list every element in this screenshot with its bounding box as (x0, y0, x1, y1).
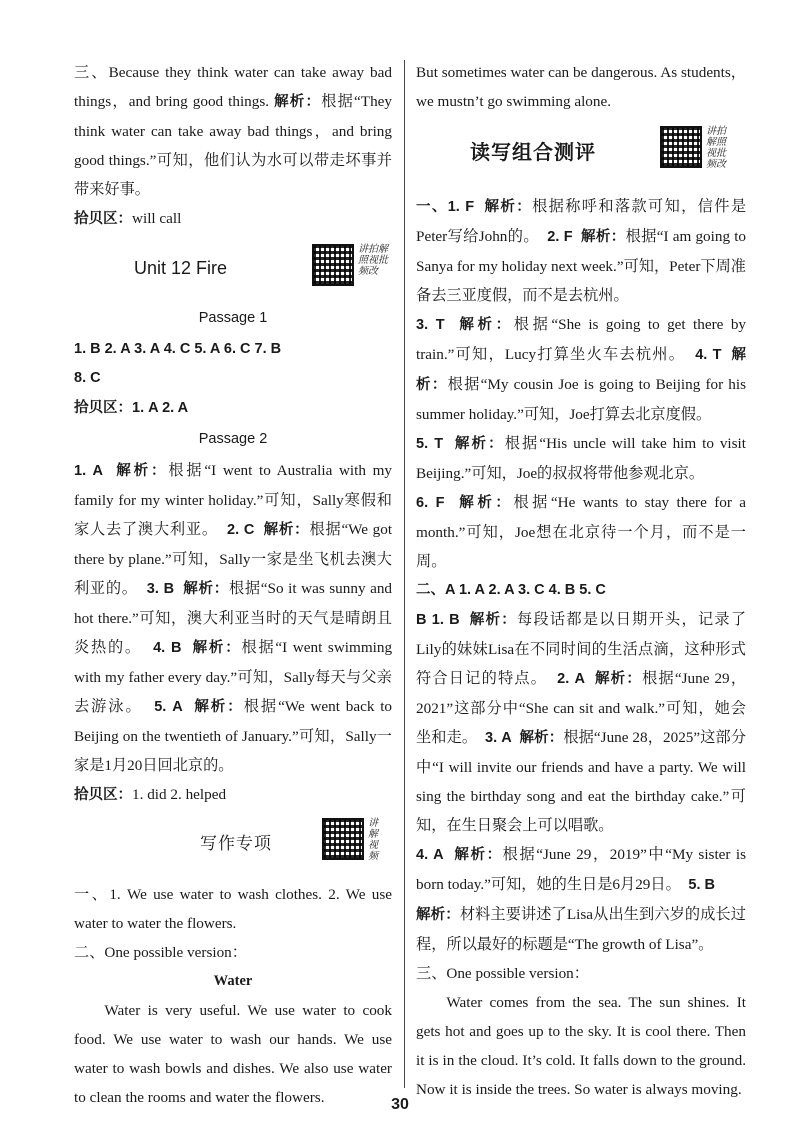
explanation-paragraph: 6. F 解析：根据“He wants to stay there for a month.”可知，Joe想在北京待一个月，而不是一周。 (416, 494, 747, 570)
shell-area: 拾贝区：will call (74, 210, 182, 227)
qr-code-icon[interactable] (312, 244, 354, 286)
passage-title: Passage 1 (198, 310, 268, 326)
qr-label: 讲拍解照视批频改 (358, 244, 388, 277)
answer-paragraph: 三、Because they think water can take away bad things，and bring good things. 解析：根据“They think water can take away bad things，and bring good things.”可知，他们认为水可以带走坏事并带来好事。 (74, 64, 393, 198)
qr-label: 讲拍解照视批频改 (706, 126, 726, 170)
answer-line: 1. B 2. A 3. A 4. C 5. A 6. C 7. B (74, 341, 282, 357)
writing-version: 三、One possible version： (416, 965, 589, 982)
page-number: 30 (391, 1096, 409, 1113)
shell-area: 拾贝区：1. A 2. A (74, 400, 189, 416)
explanation-paragraph: B 1. B 解析：每段话都是以日期开头，记录了Lily的妹妹Lisa在不同时间的生活点滴，这种形式符合日记的特点。 2. A 解析：根据“June 29，2021”这部分中“She can sit and walk.”可知，她会坐和走。 3. A 解析：根据“June 28，2025”这部分中“I will invite our friends and have a party. We will sing the birthday song and eat the birthday cake.”可知，在生日聚会上可以唱歌。 (416, 611, 747, 834)
essay-title: Water (213, 973, 253, 989)
explanation-paragraph: 4. A 解析：根据“June 29，2019”中“My sister is born today.”可知，她的生日是6月29日。 5. B 解析：材料主要讲述了Lisa从出生到六岁的成长过程，所以最好的标题是“The growth of Lisa”。 (416, 846, 746, 953)
section-title: 读写组合测评 (470, 140, 596, 164)
qr-code-icon[interactable] (660, 126, 702, 168)
answer-line: 二、A 1. A 2. A 3. C 4. B 5. C (416, 582, 606, 598)
column-divider (404, 60, 405, 1088)
qr-label: 讲解视频 (368, 818, 378, 862)
explanation-paragraph: 1. A 解析：根据“I went to Australia with my family for my winter holiday.”可知，Sally寒假和家人去了澳大利亚。 2. C 解析：根据“We got there by plane.”可知，Sally一家是坐飞机去澳大利亚的。 3. B 解析：根据“So it was sunny and hot there.”可知，澳大利亚当时的天气是晴朗且炎热的。 4. B 解析：根据“I went swimming with my father every day.”可知，Sally每天与父亲去游泳。 5. A 解析：根据“We went back to Beijing on the twentieth of January.”可知，Sally一家是1月20日回北京的。 (74, 462, 393, 774)
unit-header (74, 240, 392, 300)
writing-version: 二、One possible version： (74, 944, 247, 961)
explanation-paragraph: 5. T 解析：根据“His uncle will take him to visit Beijing.”可知，Joe的叔叔将带他参观北京。 (416, 435, 747, 482)
essay-body: Water comes from the sea. The sun shines. It gets hot and goes up to the sky. It is cool there. Then it is in the cloud. It’s cold. It falls down to the ground. Now it is inside the trees. So water is always moving. (416, 994, 746, 1098)
qr-code-icon[interactable] (322, 818, 364, 860)
section-header (416, 122, 746, 188)
right-column (416, 58, 746, 1104)
answer-line: 8. C (74, 370, 101, 386)
writing-header (74, 816, 392, 876)
writing-title: 写作专项 (200, 834, 272, 854)
essay-body: Water is very useful. We use water to cook food. We use water to wash our hands. We use water to wash bowls and dishes. We also use water to clean the rooms and water the flowers. (74, 1002, 392, 1106)
essay-continuation: But sometimes water can be dangerous. As students，we mustn’t go swimming alone. (416, 64, 746, 110)
explanation-paragraph: 3. T 解析：根据“She is going to get there by train.”可知，Lucy打算坐火车去杭州。 4. T 解析：根据“My cousin Joe is going to Beijing for his summer holiday.”可知，Joe打算去北京度假。 (416, 316, 747, 423)
unit-title: Unit 12 Fire (134, 258, 228, 278)
left-column (74, 58, 392, 1112)
explanation-paragraph: 一、1. F 解析：根据称呼和落款可知，信件是Peter写给John的。 2. F 解析：根据“I am going to Sanya for my holiday next week.”可知，Peter下周准备去三亚度假，而不是去杭州。 (416, 198, 747, 304)
writing-answer: 一、1. We use water to wash clothes. 2. We use water to water the flowers. (74, 886, 392, 932)
passage-title: Passage 2 (198, 431, 268, 447)
shell-area: 拾贝区：1. did 2. helped (74, 786, 227, 803)
